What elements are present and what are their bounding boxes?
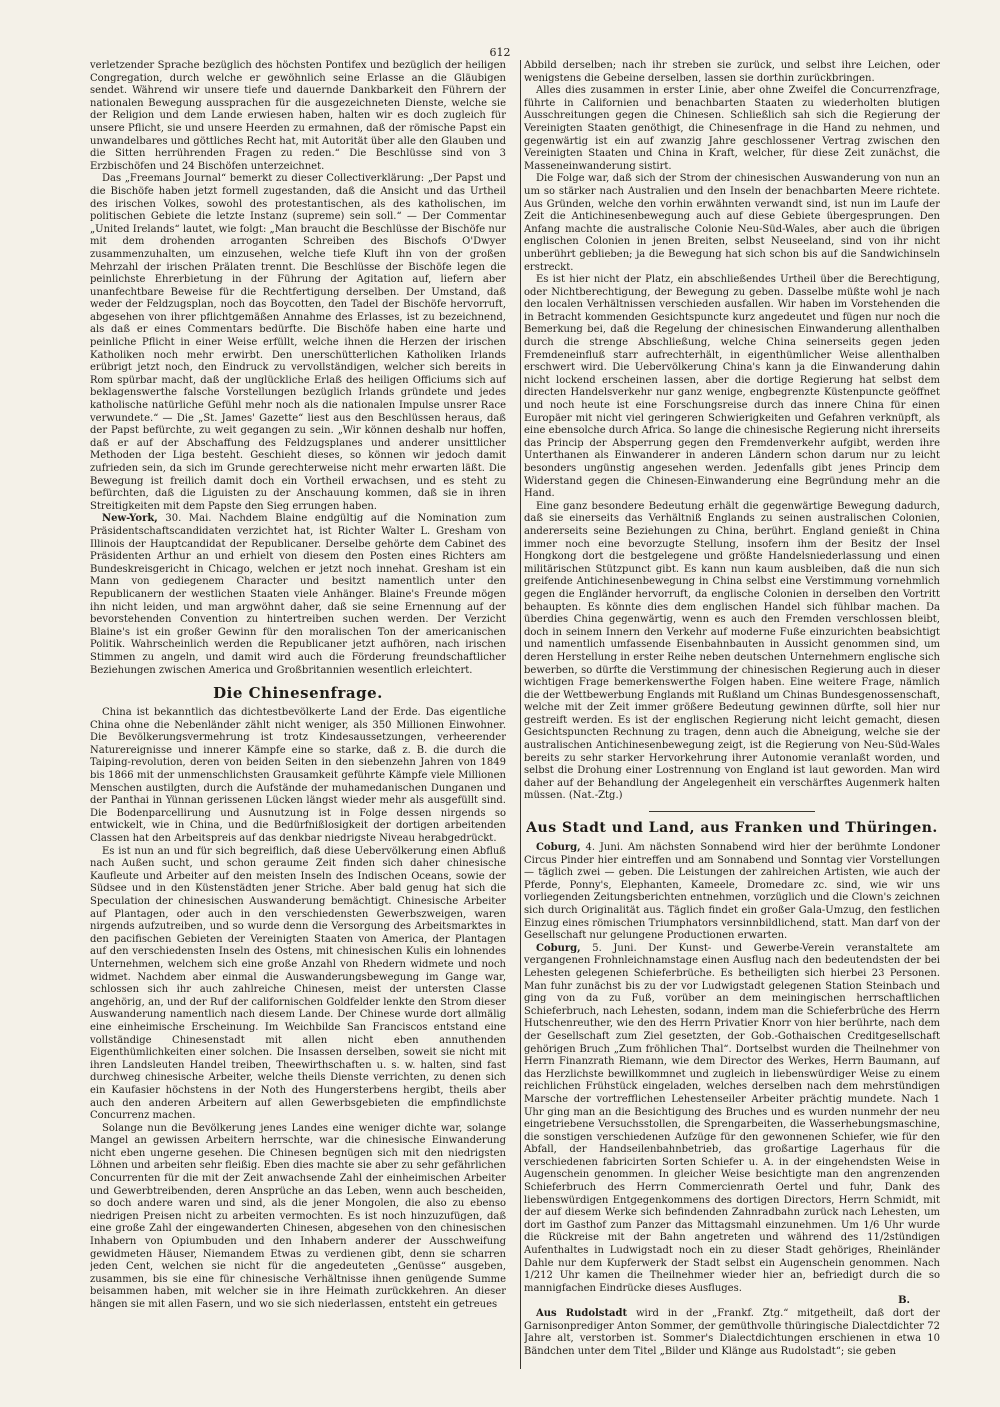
section-divider — [649, 811, 815, 812]
dateline: Coburg, — [536, 842, 581, 854]
author-signature: B. — [898, 1295, 910, 1307]
paragraph-text: wird in der „Frankf. Ztg.“ mitgetheilt, daß dort der Garnisonprediger Anton Sommer, der gemüthvolle thüringische Dialectdichter 72 Jahre alt, verstorben ist. Sommer's Dialectdichtungen erschienen in etwa 10 Bändchen unter dem Titel „Bilder und Klänge aus Rudolstadt“; sie geben — [524, 1308, 940, 1357]
section-heading: Die Chinesenfrage. — [213, 684, 383, 703]
paragraph-text: 4. Juni. Am nächsten Sonnabend wird hier der berühmte Londoner Circus Pinder hier eintreffen und am Sonnabend und Sonntag vier Vorstellungen — täglich zwei — geben. Die Leistungen der zahlreichen Artisten, wie auch der Pferde, Ponny's, Elephanten, Kameele, Dromedare zc. sind, wie wir uns vorliegenden Zeitungsberichten entnehmen, vorzüglich und die Clown's zeichnen sich durch Originalität aus. Täglich findet ein großer Gala-Umzug, den festlichen Einzug eines römischen Triumphators versinnbildlichend, statt. Man darf von der Gesellschaft nur gelungene Productionen erwarten. — [524, 842, 940, 942]
right-column — [524, 60, 940, 1369]
paragraph: China ist bekanntlich das dichtestbevölkerte Land der Erde. Das eigentliche China ohne die Nebenländer zählt nicht weniger, als 350 Millionen Einwohner. Die Bevölkerungsvermehrung ist trotz Kindesaussetzungen, verheerender Naturereignisse und innerer Kämpfe eine so starke, daß z. B. die durch die Taiping-revolution, deren von beiden Seiten in den siebenzehn Jahren von 1849 bis 1866 mit der unmenschlichsten Grausamkeit geführte Kämpfe viele Millionen Menschen austilgten, durch die Aufstände der muhamedanischen Dunganen und der Panthai in Yünnan gerissenen Lücken längst wieder mehr als ausgefüllt sind. Die Bodenparcellirung und Ausnutzung ist in Folge dessen nirgends so entwickelt, wie in China, und die Bedürfnißlosigkeit der dortigen arbeitenden Classen hat den Arbeitspreis auf das denkbar niedrigste Niveau herabgedrückt. — [90, 707, 506, 845]
dateline: New-York, — [102, 513, 158, 525]
paragraph-text: 30. Mai. Nachdem Blaine endgültig auf die Nomination zum Präsidentschaftscandidaten verzichtet hat, ist Richter Walter L. Gresham von Illinois der Hauptcandidat der Republicaner. Derselbe gehörte dem Cabinet des Präsidenten Arthur an und erhielt von diesem den Posten eines Richters am Bundeskreisgericht in Chicago, welchen er jetzt noch innehat. Gresham ist ein Mann von gediegenem Character und besitzt namentlich unter den Republicanern der westlichen Staaten viele Anhänger. Blaine's Freunde mögen ihn nicht leiden, und man argwöhnt daher, daß sie seine Ernennung auf der bevorstehenden Convention zu hintertreiben suchen werden. Der Verzicht Blaine's ist ein großer Gewinn für den moralischen Ton der americanischen Politik. Wahrscheinlich werden die Republicaner jetzt aufhören, nach irischen Stimmen zu angeln, und damit wird auch die Förderung freundschaftlicher Beziehungen zwischen America und Großbritannien wesentlich erleichtert. — [90, 513, 506, 676]
page-number: 612 — [489, 46, 511, 59]
paragraph: verletzender Sprache bezüglich des höchsten Pontifex und bezüglich der heiligen Congregation, durch welche er gewöhnlich seine Erlasse an die Gläubigen sendet. Während wir unsere tiefe und dauernde Dankbarkeit den Führern der nationalen Bewegung aussprachen für die ausgezeichneten Dienste, welche sie der Religion und dem Lande erwiesen haben, halten wir es doch zugleich für unsere Pflicht, sie und unsere Heerden zu ermahnen, daß der römische Papst ein unwandelbares und göttliches Recht hat, mit Autorität über alle den Glauben und die Sitten herrührenden Fragen zu reden.“ Die Beschlüsse sind von 3 Erzbischöfen und 24 Bischöfen unterzeichnet. — [90, 60, 506, 172]
paragraph: Die Folge war, daß sich der Strom der chinesischen Auswanderung von nun an um so stärker nach Australien und den Inseln der benachbarten Meere richtete. Aus Gründen, welche den vorhin erwähnten verwandt sind, ist nun im Laufe der Zeit die Antichinesenbewegung auch auf diese Gebiete übergesprungen. Den Anfang machte die australische Colonie Neu-Süd-Wales, aber auch die übrigen englischen Colonien in jenen Breiten, selbst Neuseeland, sind von ihr nicht unberührt geblieben; ja die Bewegung hat sich schon bis auf die Sandwichinseln erstreckt. — [524, 173, 940, 273]
left-column — [90, 60, 506, 1369]
article-columns — [90, 60, 940, 1369]
paragraph: Solange nun die Bevölkerung jenes Landes eine weniger dichte war, solange Mangel an gewissen Arbeitern herrschte, war die chinesische Einwanderung nicht eben ungerne gesehen. Die Chinesen begnügen sich mit den niedrigsten Löhnen und arbeiten sehr fleißig. Eben dies machte sie aber zu sehr gefährlichen Concurrenten für die mit der Zeit anwachsende Zahl der einheimischen Arbeiter und Gewerbtreibenden, deren Ansprüche an das Leben, wenn auch bescheiden, so doch andere waren und sind, als die jener Mongolen, die also zu ebenso niedrigen Preisen nicht zu arbeiten vermochten. Es ist noch hinzuzufügen, daß eine große Zahl der eingewanderten Chinesen, abgesehen von den chinesischen Inhabern von Opiumbuden und den Inhabern anderer der Ausschweifung gewidmeten Häuser, Niemandem Etwas zu verdienen gibt, denn sie scharren jeden Cent, welchen sie nicht für die angedeuteten „Genüsse“ ausgeben, zusammen, bis sie eine für chinesische Verhältnisse ihnen genügende Summe beisammen haben, mit welcher sie in ihre Heimath zurückkehren. An dieser hängen sie mit allen Fasern, und wo sie sich niederlassen, entsteht ein getreues — [90, 1122, 506, 1310]
dateline: Coburg, — [536, 942, 581, 954]
paragraph: Abbild derselben; nach ihr streben sie zurück, und selbst ihre Leichen, oder wenigstens die Gebeine derselben, lassen sie dorthin zurückbringen. — [524, 60, 940, 84]
paragraph: Alles dies zusammen in erster Linie, aber ohne Zweifel die Concurrenzfrage, führte in Californien und benachbarten Staaten zu wiederholten blutigen Ausschreitungen gegen die Chinesen. Schließlich sah sich die Regierung der Vereinigten Staaten genöthigt, die Chinesenfrage in die Hand zu nehmen, und gegenwärtig ist ein auf zwanzig Jahre geschlossener Vertrag zwischen den Vereinigten Staaten und China in Kraft, welcher, für diese Zeit zunächst, die Masseneinwanderung sistirt. — [524, 85, 940, 172]
section-heading: Aus Stadt und Land, aus Franken und Thüringen. — [526, 820, 938, 837]
paragraph: Das „Freemans Journal“ bemerkt zu dieser Collectiverklärung: „Der Papst und die Bischöfe haben jetzt formell zugestanden, daß die Ansicht und das Urtheil des irischen Volkes, sowohl des protestantischen, als des katholischen, im politischen Gebiete die letzte Instanz (supreme) sein soll.“ — Der Commentar „United Irelands“ lautet, wie folgt: „Man braucht die Beschlüsse der Bischöfe nur mit dem drohenden arroganten Schreiben des Bischofs O'Dwyer zusammenzuhalten, um einzusehen, welche tiefe Kluft ihn von der großen Mehrzahl der irischen Prälaten trennt. Die Beschlüsse der Bischöfe legen die peinlichste Ehrerbietung in der Führung der Agitation auf, liefern aber unanfechtbare Beweise für die Rechtfertigung derselben. Der Umstand, daß weder der Feldzugsplan, noch das Boycotten, den Tadel der Bischöfe hervorruft, abgesehen von ihrer pflichtgemäßen Annahme des Erlasses, ist zu bezeichnend, als daß er eines Commentars bedürfte. Die Bischöfe haben eine harte und peinliche Pflicht in einer Weise erfüllt, welche ihnen die Herzen der irischen Katholiken noch mehr erwirbt. Den unerschütterlichen Katholiken Irlands erübrigt jetzt noch, den Eindruck zu vervollständigen, welcher sich bereits in Rom spürbar macht, daß der unglückliche Erlaß des heiligen Officiums sich auf beklagenswerthe falsche Vorstellungen bezüglich Irlands gründete und jedes katholische natürliche Gefühl mehr noch als die nationalen Impulse unsrer Race verwundete.“ — Die „St. James' Gazette“ liest aus den Beschlüssen heraus, daß der Papst befürchte, zu weit gegangen zu sein. „Wir können deshalb nur hoffen, daß er auf der Abschaffung des Feldzugsplanes und anderer unsittlicher Methoden der Liga besteht. Geschieht dieses, so können wir jedoch damit zufrieden sein, da sich im Grunde gerechterweise nicht mehr erwarten läßt. Die Bewegung ist freilich damit doch ein Vortheil erwachsen, und es steht zu befürchten, daß die Liguisten zu der Anschauung kommen, daß sie in ihren Streitigkeiten mit dem Papste den Sieg errungen haben. — [90, 173, 506, 512]
paragraph-text: 5. Juni. Der Kunst- und Gewerbe-Verein veranstaltete am vergangenen Frohnleichnamstage einen Ausflug nach den bedeutendsten der bei Lehesten gelegenen Schieferbrüche. Es betheiligten sich hierbei 23 Personen. Man fuhr zunächst bis zu der vor Ludwigstadt gelegenen Station Steinbach und ging von da zu Fuß, vorüber an dem meiningischen herrschaftlichen Schieferbruch, nach Lehesten, sodann, indem man die Schieferbrüche des Herrn Hutschenreuther, wie den des Herrn Privatier Knorr von hier berührte, nach dem der Gesellschaft zum Ziel gesetzten, der Gob.-Gothaischen Creditgesellschaft gehörigen Bruch „Zum fröhlichen Thal“. Dortselbst wurden die Theilnehmer von Herrn Finanzrath Riemann, wie dem Director des Werkes, Herrn Baumann, auf das Herzlichste bewillkommnet und zugleich in liebenswürdiger Weise zu einem reichlichen Frühstück eingeladen, welches derselben nach dem mehrstündigen Marsche der vortrefflichen Lehestenseiler Arbeiter prächtig mundete. Nach 1 Uhr ging man an die Besichtigung des Bruches und es wurden nunmehr der neu eingetriebene Versuchsstollen, die Sprengarbeiten, die Wasserhebungsmaschine, die sonstigen verschiedenen Aufzüge für den gewonnenen Schiefer, wie für den Abfall, der Handseilenbahnbetrieb, das großartige Lagerhaus für die verschiedenen fabricirten Sorten Schiefer u. A. in der eingehendsten Weise in Augenschein genommen. In gleicher Weise besichtigte man den angrenzenden Schieferbruch des Herrn Commercienrath Oertel und fuhr, Dank des liebenswürdigen Entgegenkommens des dortigen Directors, Herrn Schmidt, mit der auf diesem Werke sich befindenden Zahnradbahn zurück nach Lehesten, um dort im Gasthof zum Panzer das Mittagsmahl einzunehmen. Um 1/6 Uhr wurde die Rückreise mit der Bahn angetreten und während des 11/2stündigen Aufenthaltes in Ludwigstadt noch ein zu dieser Stadt gehöriges, Rheinländer Dahle nur dem Kupferwerk der Stadt selbst ein Augenschein genommen. Nach 1/212 Uhr kamen die Theilnehmer wieder hier an, befriedigt durch die so mannigfachen Eindrücke dieses Ausfluges. — [524, 942, 940, 1294]
paragraph: Eine ganz besondere Bedeutung erhält die gegenwärtige Bewegung dadurch, daß sie einerseits das Verhältniß Englands zu seinen australischen Colonien, andererseits seine Beziehungen zu China, berührt. England genießt in China immer noch eine bevorzugte Stellung, insofern ihm der Besitz der Insel Hongkong dort die bestgelegene und größte Handelsniederlassung und einen militärischen Stützpunct gibt. Es kann nun kaum ausbleiben, daß die nun sich greifende Antichinesenbewegung in China selbst eine Verstimmung vornehmlich gegen die Engländer hervorruft, da englische Colonien in derselben den Vortritt behaupten. Es könnte dies dem englischen Handel sich fühlbar machen. Da überdies China gegenwärtig, wenn es auch den Fremden verschlossen bleibt, doch in seinem Innern den Verkehr auf moderne Fuße einzurichten beabsichtigt und namentlich umfassende Eisenbahnbauten in Aussicht genommen sind, um deren Herstellung in erster Reihe neben deutschen Unternehmern englische sich bewerben, so dürfte die Verstimmung der chinesischen Regierung auch in dieser wichtigen Frage bemerkenswerthe Folgen haben. Eine weitere Frage, nämlich die der Wettbewerbung Englands mit Rußland um Chinas Bundesgenossenschaft, welche mit der Zeit immer größere Bedeutung gewinnen dürfte, soll hier nur gestreift werden. Es ist der englischen Regierung nicht leicht gemacht, diesen Gesichtspuncten Rechnung zu tragen, denn auch die Abneigung, welche sie der australischen Antichinesenbewegung zeigt, ist die Regierung von Neu-Süd-Wales bereits zu sehr starker Hervorkehrung ihrer Autonomie veranlaßt worden, und selbst die Drohung einer Lostrennung von England ist laut geworden. Man wird daher auf der Behandlung der Angelegenheit ein verschärftes Augenmerk halten müssen. (Nat.-Ztg.) — [524, 500, 940, 802]
paragraph: Es ist nun an und für sich begreiflich, daß diese Uebervölkerung einen Abfluß nach Außen sucht, und schon geraume Zeit finden sich daher chinesische Kaufleute und Arbeiter auf den meisten Inseln des Indischen Oceans, sowie der Südsee und in den Küstenstädten jener Striche. Aber bald genug hat sich die Speculation der chinesischen Auswanderung bemächtigt. Chinesische Arbeiter auf Plantagen, oder auch in den verschiedensten Gewerbszweigen, waren nirgends aufzutreiben, und so wurde denn die Versorgung des Arbeitsmarktes in den pacifischen Gebieten der Vereinigten Staaten von America, der Plantagen auf den verschiedensten Inseln des Ostens, mit chinesischen Kulis ein lohnendes Unternehmen, welchem sich eine große Anzahl von Rhedern widmete und noch widmet. Nachdem aber einmal die Auswanderungsbewegung im Gange war, schlossen sich ihr auch zahlreiche Chinesen, meist der untersten Classe angehörig, an, und der Ruf der californischen Goldfelder lenkte den Strom dieser Auswanderung namentlich nach diesem Lande. Der Chinese wurde dort allmälig eine einheimische Erscheinung. Im Weichbilde San Franciscos entstand eine vollständige Chinesenstadt mit allen nicht eben annuthenden Eigenthümlichkeiten einer solchen. Die Insassen derselben, soweit sie nicht mit ihren Landsleuten Handel treiben, Theewirthschaften u. s. w. halten, sind fast durchweg chinesische Arbeiter, welche theils Dienste verrichten, zu denen sich ein Kaufasier höchstens in der Noth des Hungersterbens hergibt, theils aber auch den anderen Arbeitern auf allen Gewerbsgebieten die empfindlichste Concurrenz machen. — [90, 845, 506, 1122]
paragraph: Es ist hier nicht der Platz, ein abschließendes Urtheil über die Berechtigung, oder Nichtberechtigung, der Bewegung zu geben. Dasselbe müßte wohl je nach den localen Verhältnissen verschieden ausfallen. Wir haben im Vorstehenden die in Betracht kommenden Gesichtspuncte kurz angedeutet und fügen nur noch die Bemerkung bei, daß die Regelung der chinesischen Einwanderung allenthalben durch die strenge Abschließung, welche China seinerseits gegen jeden Fremdeneinfluß starr aufrechterhält, in eigenthümlicher Weise allenthalben erschwert wird. Die Uebervölkerung China's kann ja die Einwanderung dahin nicht lockend erscheinen lassen, aber die dortige Regierung hat selbst dem directen Handelsverkehr nur ganz wenige, engbegrenzte Küstenpuncte geöffnet und noch heute ist eine Forschungsreise durch das innere China für einen Europäer mit nicht viel geringeren Schwierigkeiten und Gefahren verknüpft, als eine ebensolche durch Africa. So lange die chinesische Regierung nicht ihrerseits das Princip der Absperrung gegen den Fremdenverkehr aufgibt, werden ihre Unterthanen als Einwanderer in anderen Ländern schon darum nur zu leicht besonders ungünstig angesehen werden. Jedenfalls gibt jenes Princip dem Widerstand gegen die Chinesen-Einwanderung eine Begründung mehr an die Hand. — [524, 274, 940, 500]
dateline: Aus Rudolstadt — [536, 1308, 628, 1319]
